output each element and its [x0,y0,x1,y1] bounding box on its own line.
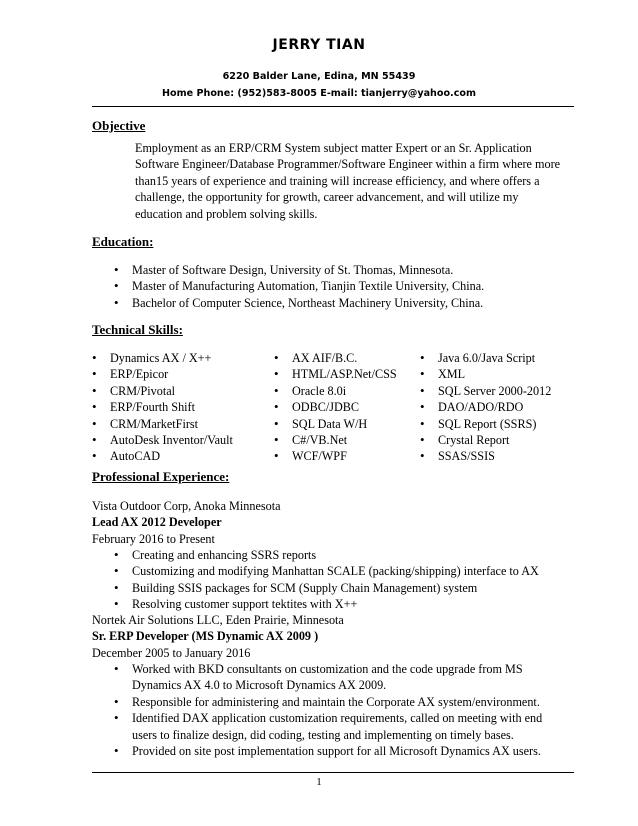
duty-item: • Resolving customer support tektites with X++ [114,596,576,612]
job-block-vista [92,498,572,547]
education-item: • Master of Manufacturing Automation, Tianjin Textile University, China. [114,278,574,294]
skill-item: • AutoDesk Inventor/Vault [92,432,267,448]
skills-column-3 [420,350,580,465]
duty-item [114,710,576,743]
duty-item: • Building SSIS packages for SCM (Supply Chain Management) system [114,580,576,596]
objective-line: Employment as an ERP/CRM System subject matter Expert or an Sr. Application [135,141,532,155]
skill-item: • XML [420,366,580,382]
skills-column-2 [274,350,414,465]
education-item: • Master of Software Design, University of St. Thomas, Minnesota. [114,262,574,278]
job-duties-nortek [114,661,576,759]
duty-line: • Identified DAX application customization requirements, called on meeting with end [132,711,543,726]
objective-heading: Objective [92,118,146,133]
job-dates: December 2005 to January 2016 [92,645,251,660]
skill-item: • SQL Report (SSRS) [420,416,580,432]
duty-line: users to finalize design, did coding, testing and implementing on timely bases. [132,727,514,742]
objective-line: challenge, the opportunity for growth, career advancement, and will utilize my [135,190,519,205]
skill-item: • Oracle 8.0i [274,383,414,399]
skill-item: • AutoCAD [92,448,267,464]
contact-line: Home Phone: (952)583-8005 E-mail: tianjerry@yahoo.com [162,88,476,99]
job-company: Vista Outdoor Corp, Anoka Minnesota [92,499,281,513]
objective-line: than15 years of experience and training will increase efficiency, and where offers a [135,173,540,188]
candidate-name: JERRY TIAN [272,37,366,53]
skill-item: • AX AIF/B.C. [274,350,414,366]
duty-item: • Creating and enhancing SSRS reports [114,547,576,563]
skills-column-1 [92,350,267,465]
duty-item [114,743,576,759]
skill-item: • ERP/Epicor [92,366,267,382]
duty-line: • Worked with BKD consultants on customization and the code upgrade from MS [132,662,523,676]
skill-item: • Java 6.0/Java Script [420,350,580,366]
education-item: • Bachelor of Computer Science, Northeast Machinery University, China. [114,295,574,311]
skill-item: • SSAS/SSIS [420,448,580,464]
duty-line: Dynamics AX 4.0 to Microsoft Dynamics AX 2009. [132,678,387,693]
skills-heading: Technical Skills: [92,322,183,337]
skill-item: • CRM/Pivotal [92,383,267,399]
experience-heading: Professional Experience: [92,469,230,484]
duty-item: • Customizing and modifying Manhattan SCALE (packing/shipping) interface to AX [114,563,576,579]
header-divider [92,106,574,107]
job-company: Nortek Air Solutions LLC, Eden Prairie, Minnesota [92,613,344,627]
job-block-nortek [92,612,572,661]
duty-line: • Responsible for administering and maintain the Corporate AX system/environment. [132,694,540,709]
skill-item: • WCF/WPF [274,448,414,464]
objective-line: Software Engineer/Database Programmer/Software Engineer within a firm where more [135,157,561,172]
job-duties-vista [114,547,576,613]
address-line: 6220 Balder Lane, Edina, MN 55439 [222,71,416,82]
skill-item: • C#/VB.Net [274,432,414,448]
duty-item [114,694,576,710]
skill-item: • Dynamics AX / X++ [92,350,267,366]
skill-item: • Crystal Report [420,432,580,448]
skill-item: • DAO/ADO/RDO [420,399,580,415]
objective-paragraph [135,140,575,222]
education-list [114,262,574,311]
page-number: 1 [316,776,322,788]
duty-line: • Provided on site post implementation support for all Microsoft Dynamics AX users. [132,744,541,759]
skill-item: • ERP/Fourth Shift [92,399,267,415]
duty-item [114,661,576,694]
skill-item: • CRM/MarketFirst [92,416,267,432]
skill-item: • SQL Data W/H [274,416,414,432]
footer-divider [92,772,574,773]
skill-item: • SQL Server 2000-2012 [420,383,580,399]
job-title: Lead AX 2012 Developer [92,515,222,530]
education-heading: Education: [92,234,154,249]
job-dates: February 2016 to Present [92,531,215,546]
skill-item: • ODBC/JDBC [274,399,414,415]
objective-line: education and problem solving skills. [135,206,318,221]
job-title: Sr. ERP Developer (MS Dynamic AX 2009 ) [92,629,319,644]
skill-item: • HTML/ASP.Net/CSS [274,366,414,382]
